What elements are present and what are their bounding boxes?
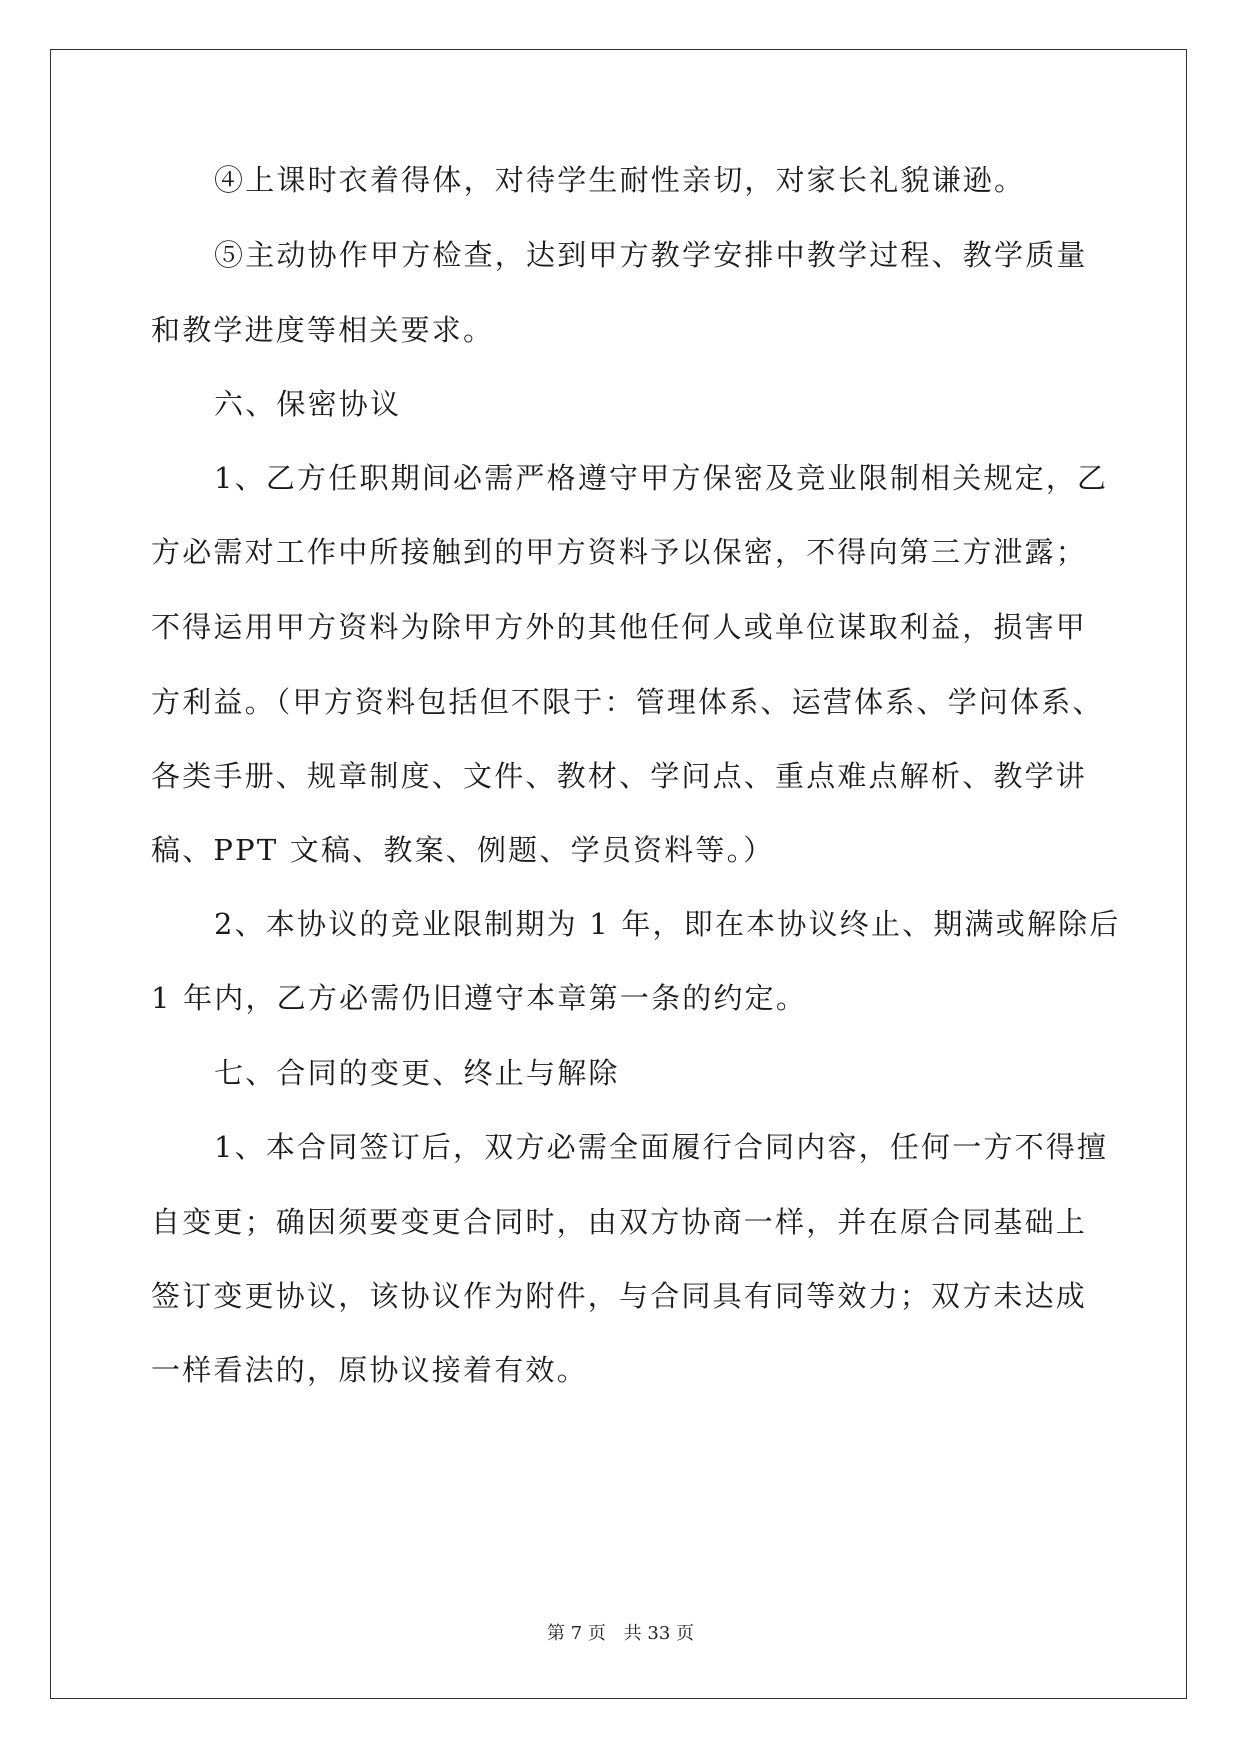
paragraph-line: 签订变更协议，该协议作为附件，与合同具有同等效力；双方未达成	[151, 1279, 1088, 1313]
paragraph-line: 方利益。（甲方资料包括但不限于：管理体系、运营体系、学问体系、	[151, 685, 1104, 719]
paragraph-line: 稿、PPT 文稿、教案、例题、学员资料等。）	[151, 833, 775, 867]
paragraph-line: 一样看法的，原协议接着有效。	[151, 1353, 588, 1387]
paragraph-line: 各类手册、规章制度、文件、教材、学问点、重点难点解析、教学讲	[151, 759, 1088, 793]
section-heading: 七、合同的变更、终止与解除	[214, 1056, 620, 1090]
section-heading: 六、保密协议	[214, 387, 402, 421]
page-border	[50, 49, 1187, 1699]
paragraph-line: 方必需对工作中所接触到的甲方资料予以保密，不得向第三方泄露；	[151, 535, 1088, 569]
paragraph-line: 自变更；确因须要变更合同时，由双方协商一样，并在原合同基础上	[151, 1205, 1088, 1239]
paragraph-line: 2、本协议的竞业限制期为 1 年，即在本协议终止、期满或解除后	[214, 907, 1121, 941]
paragraph-line: ④上课时衣着得体，对待学生耐性亲切，对家长礼貌谦逊。	[214, 163, 1026, 197]
paragraph-line: ⑤主动协作甲方检查，达到甲方教学安排中教学过程、教学质量	[214, 238, 1088, 272]
page-total: 共 33 页	[623, 1623, 694, 1644]
paragraph-line: 不得运用甲方资料为除甲方外的其他任何人或单位谋取利益，损害甲	[151, 610, 1088, 644]
page-number: 第 7 页	[547, 1623, 606, 1644]
paragraph-line: 和教学进度等相关要求。	[151, 313, 495, 347]
paragraph-line: 1、乙方任职期间必需严格遵守甲方保密及竞业限制相关规定，乙	[214, 461, 1109, 495]
paragraph-line: 1、本合同签订后，双方必需全面履行合同内容，任何一方不得擅	[214, 1130, 1109, 1164]
paragraph-line: 1 年内，乙方必需仍旧遵守本章第一条的约定。	[151, 981, 808, 1015]
page-footer	[0, 1622, 1241, 1646]
